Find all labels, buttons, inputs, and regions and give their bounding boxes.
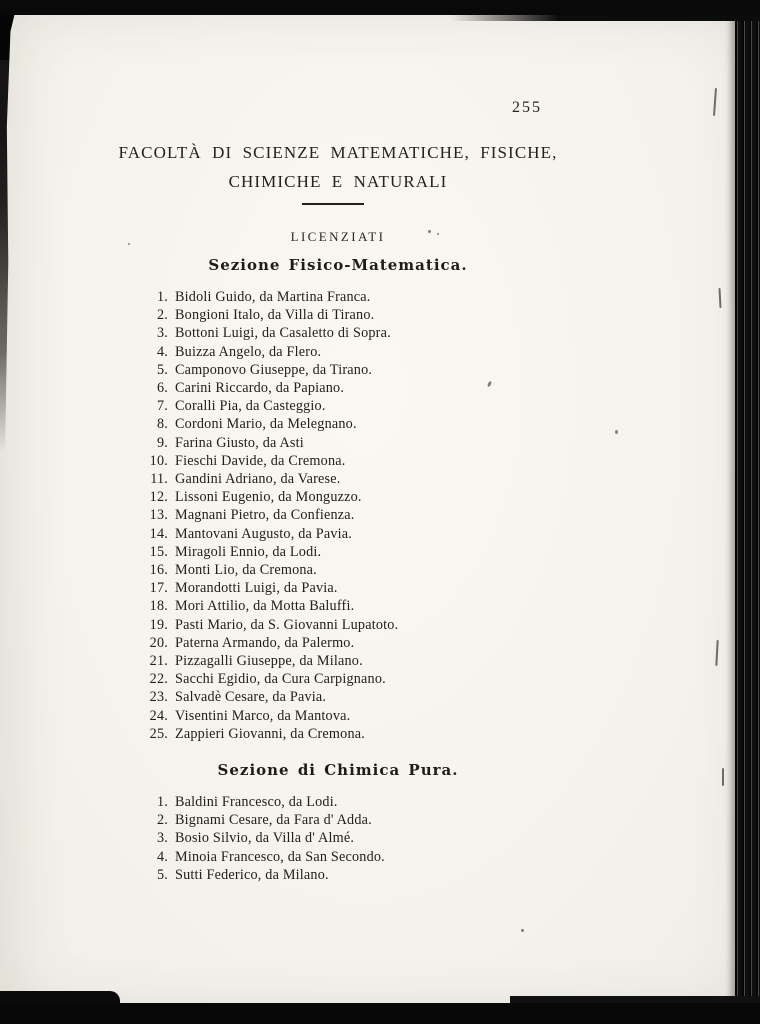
scan-mark bbox=[715, 640, 718, 666]
list-item bbox=[142, 670, 398, 688]
scan-edge-right bbox=[735, 0, 760, 1008]
entry-text: Bongioni Italo, da Villa di Tirano. bbox=[175, 307, 375, 324]
list-item bbox=[142, 597, 398, 615]
section-heading-chimica-pura: Sezione di Chimica Pura. bbox=[217, 761, 459, 779]
entry-number: 13. bbox=[149, 507, 168, 524]
page-title bbox=[60, 138, 616, 196]
list-item bbox=[142, 616, 398, 634]
list-item bbox=[142, 288, 398, 306]
list-item bbox=[142, 652, 398, 670]
scan-edge-left bbox=[0, 0, 18, 452]
list-item bbox=[142, 306, 398, 324]
list-item bbox=[142, 506, 398, 524]
entry-text: Zappieri Giovanni, da Cremona. bbox=[175, 725, 365, 742]
entry-number: 1. bbox=[156, 794, 168, 810]
entry-text: Salvadè Cesare, da Pavia. bbox=[175, 689, 327, 706]
entry-text: Pizzagalli Giuseppe, da Milano. bbox=[175, 653, 363, 670]
entry-number: 22. bbox=[149, 671, 168, 688]
entry-number: 16. bbox=[149, 562, 168, 579]
scan-mark bbox=[718, 288, 721, 308]
entry-number: 24. bbox=[149, 707, 168, 724]
entry-number: 4. bbox=[156, 848, 168, 865]
entry-text: Sacchi Egidio, da Cura Carpignano. bbox=[175, 671, 386, 688]
entry-text: Cordoni Mario, da Melegnano. bbox=[175, 416, 357, 433]
entry-text: Camponovo Giuseppe, da Tirano. bbox=[175, 361, 373, 378]
list-item bbox=[142, 379, 398, 397]
entry-number: 9. bbox=[156, 434, 168, 451]
page-number: 255 bbox=[512, 99, 542, 116]
scan-edge-top bbox=[0, 0, 760, 15]
entry-number: 3. bbox=[156, 830, 168, 847]
entry-text: Magnani Pietro, da Confienza. bbox=[175, 507, 355, 524]
entry-text: Mantovani Augusto, da Pavia. bbox=[175, 525, 353, 542]
entry-number: 4. bbox=[156, 343, 168, 360]
list-item bbox=[142, 361, 398, 379]
entry-number: 8. bbox=[156, 416, 168, 433]
entry-text: Paterna Armando, da Palermo. bbox=[175, 634, 355, 651]
entry-number: 6. bbox=[156, 380, 168, 397]
list-item bbox=[142, 811, 385, 829]
entry-number: 5. bbox=[156, 361, 168, 378]
entry-number: 1. bbox=[156, 289, 168, 305]
entry-number: 10. bbox=[149, 452, 168, 469]
list-item bbox=[142, 561, 398, 579]
entry-text: Mori Attilio, da Motta Baluffi. bbox=[175, 598, 355, 615]
entry-text: Bosio Silvio, da Villa d' Almé. bbox=[175, 830, 355, 847]
scan-speck bbox=[437, 233, 439, 235]
list-item bbox=[142, 525, 398, 543]
entry-text: Bidoli Guido, da Martina Franca. bbox=[175, 289, 371, 305]
entry-number: 2. bbox=[156, 812, 168, 829]
list-item bbox=[142, 634, 398, 652]
list-item bbox=[142, 829, 385, 847]
list-item bbox=[142, 434, 398, 452]
entry-text: Monti Lio, da Cremona. bbox=[175, 562, 317, 579]
scan-speck bbox=[521, 929, 524, 932]
entry-number: 14. bbox=[149, 525, 168, 542]
entry-text: Lissoni Eugenio, da Monguzzo. bbox=[175, 489, 362, 506]
list-item bbox=[142, 866, 385, 884]
scan-mark bbox=[722, 768, 724, 786]
entry-number: 15. bbox=[149, 543, 168, 560]
entry-text: Fieschi Davide, da Cremona. bbox=[175, 452, 346, 469]
list-item bbox=[142, 415, 398, 433]
page-title-line2: CHIMICHE E NATURALI bbox=[228, 172, 448, 191]
list-item bbox=[142, 793, 385, 811]
list-item bbox=[142, 397, 398, 415]
entry-number: 20. bbox=[149, 634, 168, 651]
list-item bbox=[142, 452, 398, 470]
entry-text: Gandini Adriano, da Varese. bbox=[175, 471, 341, 488]
scan-speck bbox=[487, 381, 492, 388]
list-item bbox=[142, 688, 398, 706]
entry-text: Buizza Angelo, da Flero. bbox=[175, 343, 322, 360]
scan-speck bbox=[128, 243, 130, 245]
list-item bbox=[142, 848, 385, 866]
section-heading-fisico-matematica: Sezione Fisico-Matematica. bbox=[208, 256, 468, 274]
entry-list-fisico-matematica bbox=[142, 288, 398, 743]
entry-number: 5. bbox=[156, 866, 168, 883]
list-item bbox=[142, 324, 398, 342]
entry-text: Miragoli Ennio, da Lodi. bbox=[175, 543, 322, 560]
title-divider bbox=[302, 203, 364, 205]
list-item bbox=[142, 579, 398, 597]
entry-text: Farina Giusto, da Asti bbox=[175, 434, 304, 451]
entry-number: 25. bbox=[149, 725, 168, 742]
list-item bbox=[142, 707, 398, 725]
entry-number: 7. bbox=[156, 398, 168, 415]
list-item bbox=[142, 343, 398, 361]
entry-number: 2. bbox=[156, 307, 168, 324]
entry-text: Morandotti Luigi, da Pavia. bbox=[175, 580, 338, 597]
subtitle-licenziati: LICENZIATI bbox=[290, 229, 386, 244]
list-item bbox=[142, 488, 398, 506]
scan-mark bbox=[713, 88, 717, 116]
scan-speck bbox=[428, 230, 431, 233]
entry-text: Baldini Francesco, da Lodi. bbox=[175, 794, 338, 810]
list-item bbox=[142, 725, 398, 743]
entry-number: 11. bbox=[150, 471, 168, 488]
entry-text: Pasti Mario, da S. Giovanni Lupatoto. bbox=[175, 616, 399, 633]
scan-speck bbox=[615, 430, 618, 434]
scan-edge-bottom bbox=[0, 1003, 760, 1024]
entry-text: Visentini Marco, da Mantova. bbox=[175, 707, 351, 724]
list-item bbox=[142, 543, 398, 561]
entry-number: 21. bbox=[149, 653, 168, 670]
entry-text: Carini Riccardo, da Papiano. bbox=[175, 380, 345, 397]
entry-text: Coralli Pia, da Casteggio. bbox=[175, 398, 326, 415]
entry-text: Sutti Federico, da Milano. bbox=[175, 866, 329, 883]
entry-number: 12. bbox=[149, 489, 168, 506]
entry-text: Bottoni Luigi, da Casaletto di Sopra. bbox=[175, 325, 391, 342]
entry-number: 3. bbox=[156, 325, 168, 342]
entry-number: 18. bbox=[149, 598, 168, 615]
entry-number: 17. bbox=[149, 580, 168, 597]
entry-number: 23. bbox=[149, 689, 168, 706]
list-item bbox=[142, 470, 398, 488]
entry-text: Minoia Francesco, da San Secondo. bbox=[175, 848, 385, 865]
entry-list-chimica-pura bbox=[142, 793, 385, 884]
entry-number: 19. bbox=[149, 616, 168, 633]
entry-text: Bignami Cesare, da Fara d' Adda. bbox=[175, 812, 372, 829]
page-title-line1: FACOLTÀ DI SCIENZE MATEMATICHE, FISICHE, bbox=[118, 143, 558, 162]
